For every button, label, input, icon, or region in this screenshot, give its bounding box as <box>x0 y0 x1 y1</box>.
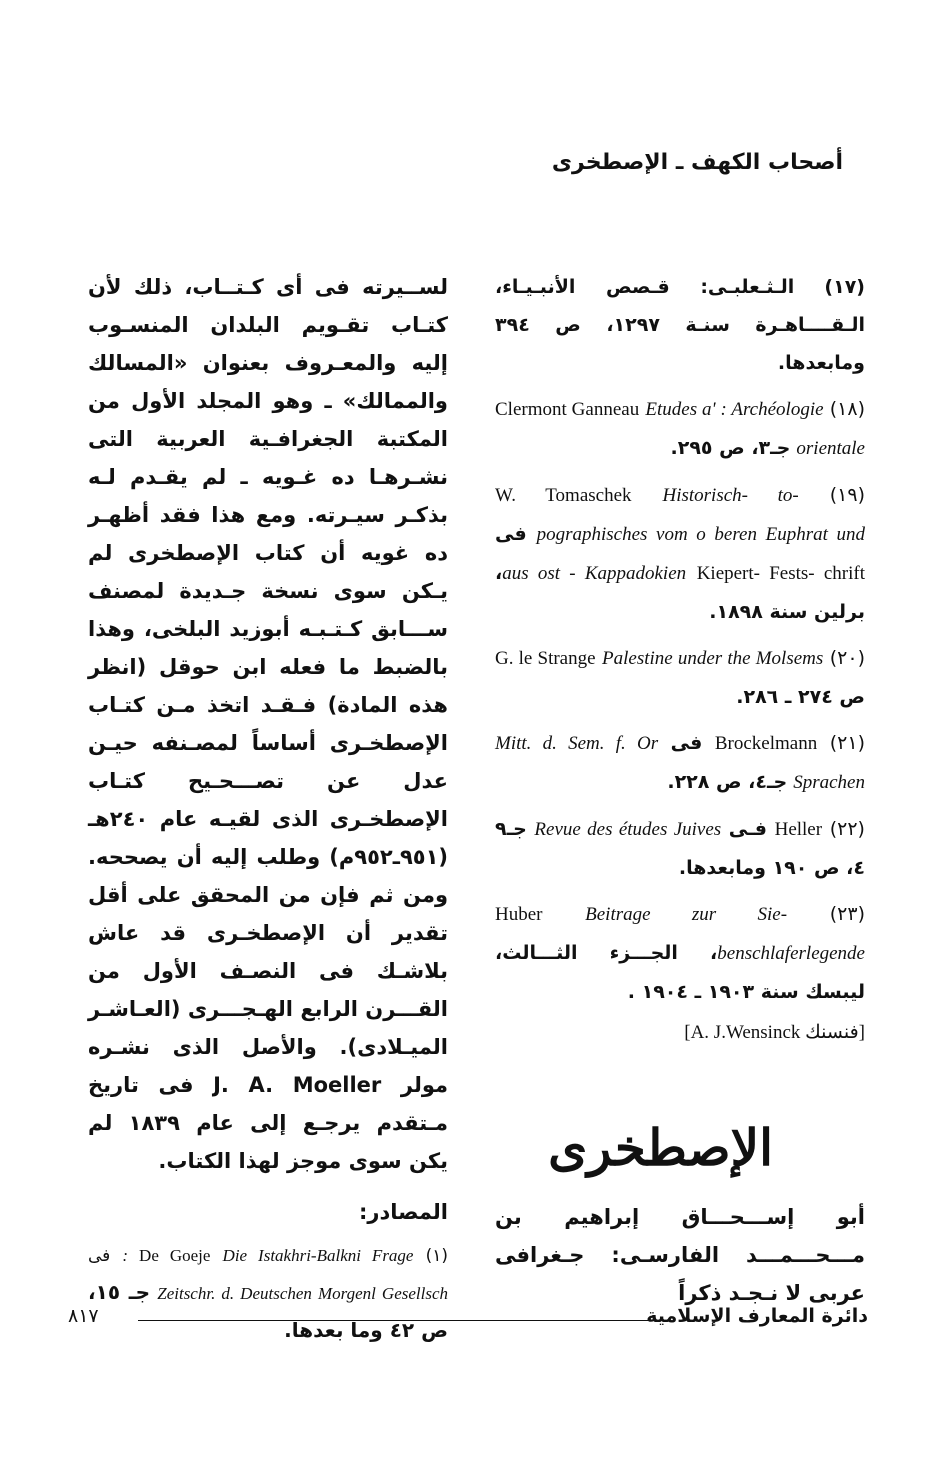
page-footer <box>68 1305 868 1335</box>
article-intro: أبو إســـحـــاق إبراهيم بن مـــحـــمـــد الفارسـى: جـغرافى عربى لا نـجـد ذكراً <box>495 1205 865 1305</box>
ref-20: (٢٠) G. le Strange Palestine under the Molsems ص ٢٧٤ ـ ٢٨٦. <box>495 647 865 708</box>
sources-heading: المصادر: <box>358 1200 448 1224</box>
ref-17: (١٧) الـثـعلبـى: قـصص الأنبـيـاء، الـقــــاهـرة سنـة ١٢٩٧، ص ٣٩٤ ومابعدها. <box>495 276 865 374</box>
page-number: ٨١٧ <box>68 1305 99 1327</box>
ref-19: (١٩) W. Tomaschek Historisch- to- pographisches vom o beren Euphrat und فى aus ost - Kappadokien Kiepert- Fests- chrift، برلين سنة ١٨٩٨. <box>495 484 865 623</box>
article-title: الإصطخرى <box>548 1118 773 1177</box>
ref-23: (٢٣) Huber Beitrage zur Sie- benschlaferlegende، الجـــزء الثـــالث، ليبسك سنة ١٩٠٣ ـ ١٩٠٤ . <box>495 903 865 1003</box>
source-1: (١) De Goeje Die Istakhri-Balkni Frage : فى Zeitschr. d. Deutschen Morgenl Gesellsch جـ ١٥، ص ٤٢ وما بعدها. <box>88 1246 449 1342</box>
left-column <box>88 268 448 1350</box>
right-column <box>495 268 865 1044</box>
running-head: أصحاب الكهف ـ الإصطخرى <box>551 150 843 175</box>
ref-18: (١٨) Clermont Ganneau Etudes a' : Archéologie orientale جـ٣، ص ٢٩٥. <box>495 398 865 459</box>
footer-rule <box>138 1320 653 1321</box>
ref-21: (٢١) Brockelmann فى Mitt. d. Sem. f. Or Sprachen جـ٤، ص ٢٢٨. <box>495 732 866 793</box>
author-signature: [فنسنك A. J.Wensinck] <box>684 1022 865 1043</box>
footer-title: دائرة المعارف الإسلامية <box>646 1305 868 1327</box>
ref-22: (٢٢) Heller فـى Revue des études Juives جـ٩ ٤، ص ١٩٠ ومابعدها. <box>495 818 865 879</box>
body-paragraph: لســيرته فى أى كـتــاب، ذلك لأن كتـاب تقـويم البلدان المنسـوب إليه والمعـروف بعنوان «المسالك والممالك» ـ وهو المجلد الأول من المكتبة الجغرافـية العربية التى نشـرهـا ده غـويه ـ لم يقـدم لـه بذكـر سيـرته. ومع هذا فقد أظهـر ده غويه أن كتاب الإصطخرى لم يـكن سوى نسخة جـديدة لمصنف ســـابق كـتـبـه أبوزيد البلخى، وهذا بالضبط ما فعله ابن حوقل (انظر هذه المادة) فـقـد اتخذ مـن كتـاب الإصطخـرى أساساً لمصـنفه حيـن عدل عن تصـــحـيح كتـاب الإصطخـرى الذى لقيـه عام ٢٤٠هـ (٩٥١ـ٩٥٢م) وطلب إليه أن يصححه. ومن ثم فإن من المحقق على أقل تقدير أن الإصطخـرى قد عاش بلاشـك فى النصـف الأول من القـــرن الرابع الهـجـــرى (العـاشـر الميـلادى). والأصل الذى نشـره مولر J. A. Moeller فى تاريخ مـتقدم يرجـع إلى عام ١٨٣٩ لم يكن سوى موجز لهذا الكتاب. <box>88 275 448 1173</box>
